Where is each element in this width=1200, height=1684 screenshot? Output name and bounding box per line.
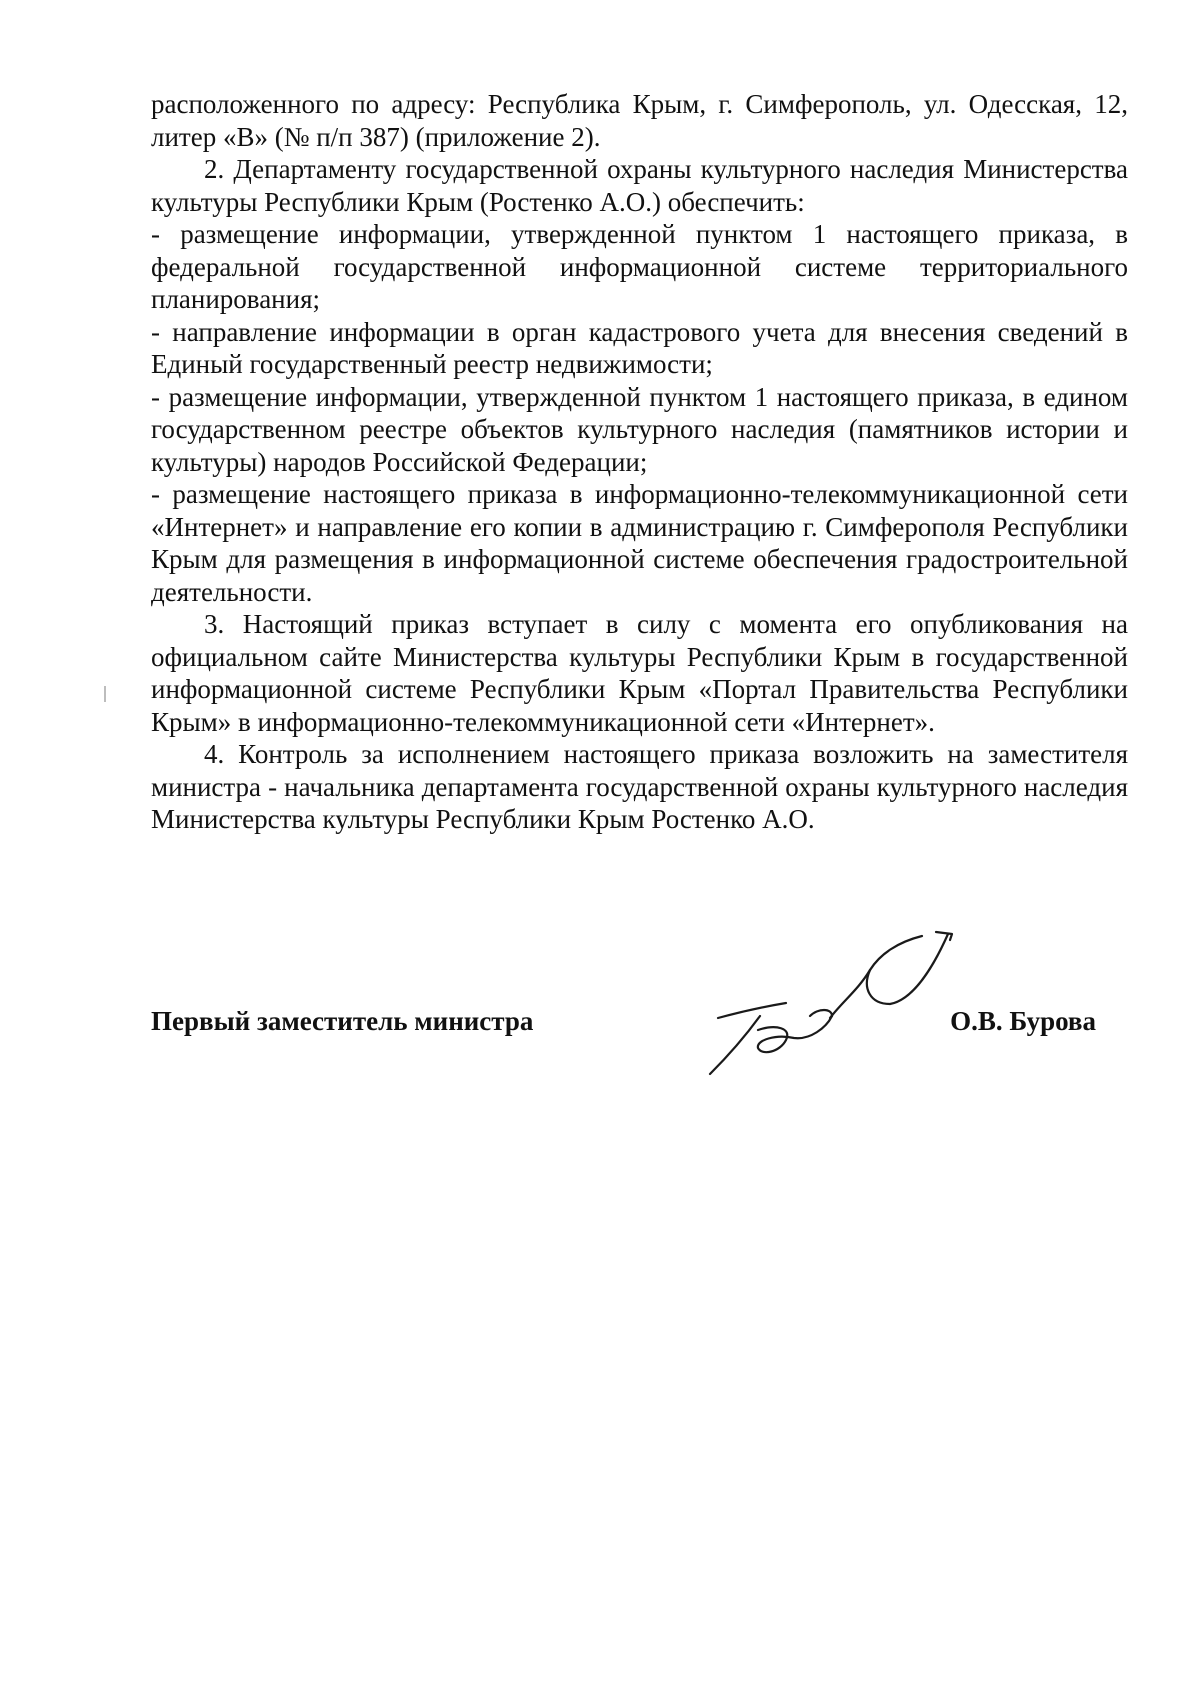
paragraph-item-3: 3. Настоящий приказ вступает в силу с момента его опубликования на официальном сайте Министерства культуры Республики Крым в государственной информационной системе Республики Крым «Портал Правительства Республики Крым» в информационно-телекоммуникационной сети «Интернет». <box>151 609 1128 737</box>
paragraph-bullet-internet-publication: - размещение настоящего приказа в информационно-телекоммуникационной сети «Интернет» и направление его копии в администрацию г. Симферополя Республики Крым для размещения в информационной системе обеспечения градостроительной деятельности. <box>151 479 1128 607</box>
signer-name: О.В. Бурова <box>950 1006 1096 1036</box>
paragraph-bullet-cadastral: - направление информации в орган кадастрового учета для внесения сведений в Единый государственный реестр недвижимости; <box>151 316 1128 379</box>
signature-block <box>151 1006 1096 1046</box>
document-body <box>151 88 1128 836</box>
paragraph-address-continuation: расположенного по адресу: Республика Крым, г. Симферополь, ул. Одесская, 12, литер «В» (№ п/п 387) (приложение 2). <box>151 89 1128 152</box>
paragraph-bullet-heritage-registry: - размещение информации, утвержденной пунктом 1 настоящего приказа, в едином государственном реестре объектов культурного наследия (памятников истории и культуры) народов Российской Федерации; <box>151 381 1128 477</box>
scan-margin-mark <box>104 686 106 702</box>
handwritten-signature-icon <box>700 920 980 1090</box>
signer-position: Первый заместитель министра <box>151 1006 534 1036</box>
paragraph-item-2: 2. Департаменту государственной охраны культурного наследия Министерства культуры Республики Крым (Ростенко А.О.) обеспечить: <box>151 154 1128 217</box>
paragraph-item-4: 4. Контроль за исполнением настоящего приказа возложить на заместителя министра - начальника департамента государственной охраны культурного наследия Министерства культуры Республики Крым Ростенко А.О. <box>151 739 1128 834</box>
paragraph-bullet-territorial-planning: - размещение информации, утвержденной пунктом 1 настоящего приказа, в федеральной государственной информационной системе территориального планирования; <box>151 219 1128 314</box>
